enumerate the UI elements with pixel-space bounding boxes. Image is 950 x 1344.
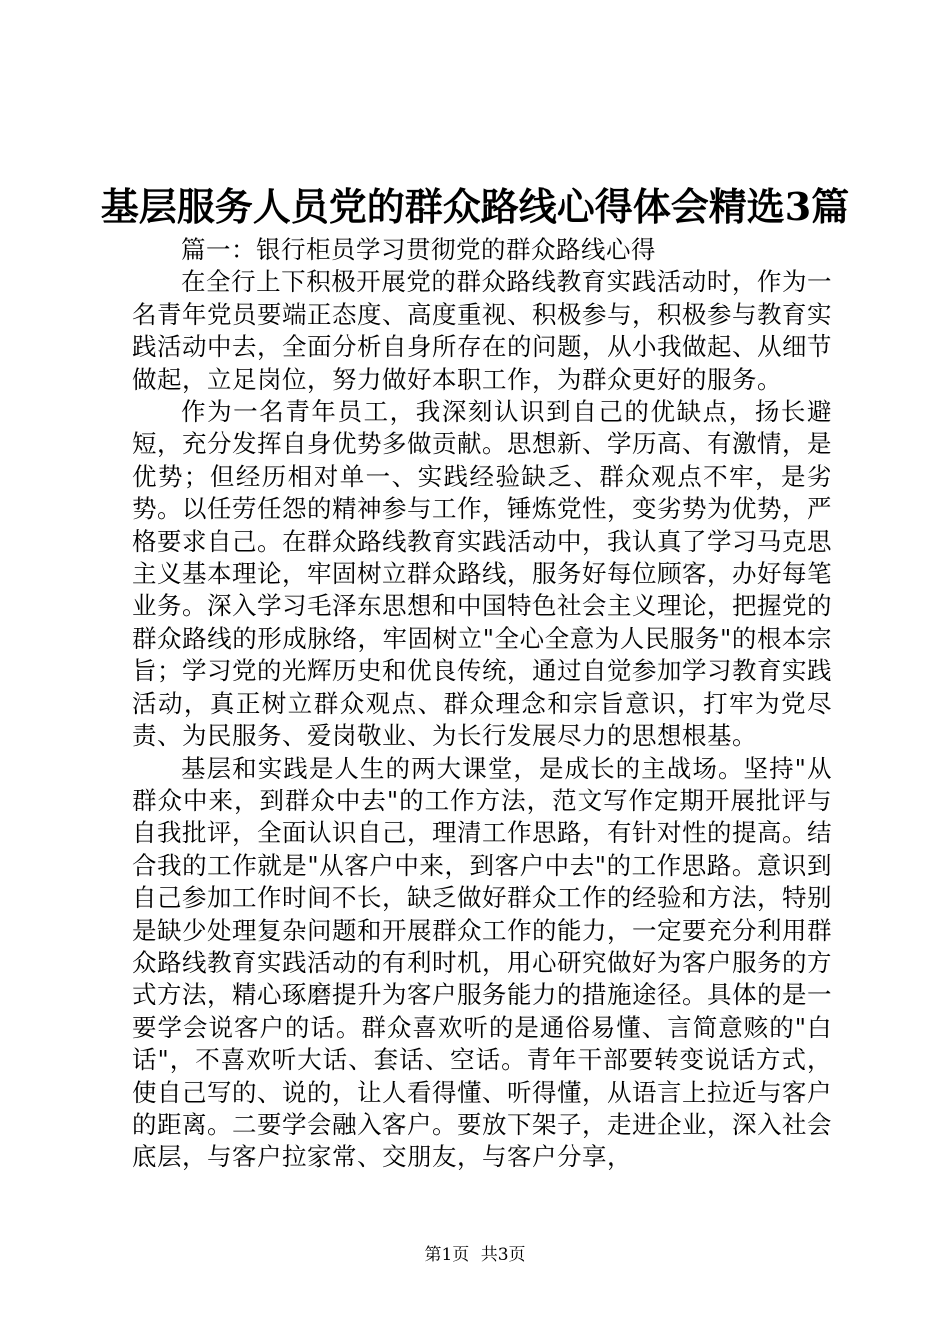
section-heading: 篇一：银行柜员学习贯彻党的群众路线心得 (181, 235, 656, 264)
paragraph-1: 在全行上下积极开展党的群众路线教育实践活动时，作为一名青年党员要端正态度、高度重视、积极参与，积极参与教育实践活动中去，全面分析自身所存在的问题，从小我做起、从细节做起，立足岗位，努力做好本职工作，为群众更好的服务。 (132, 267, 832, 394)
paragraph-3: 基层和实践是人生的两大课堂，是成长的主战场。坚持"从群众中来，到群众中去"的工作方法，范文写作定期开展批评与自我批评，全面认识自己，理清工作思路，有针对性的提高。结合我的工作就是"从客户中来，到客户中去"的工作思路。意识到自己参加工作时间不长，缺乏做好群众工作的经验和方法，特别是缺少处理复杂问题和开展群众工作的能力，一定要充分利用群众路线教育实践活动的有利时机，用心研究做好为客户服务的方式方法，精心琢磨提升为客户服务能力的措施途径。具体的是一要学会说客户的话。群众喜欢听的是通俗易懂、言简意赅的"白话"，不喜欢听大话、套话、空话。青年干部要转变说话方式，使自己写的、说的，让人看得懂、听得懂，从语言上拉近与客户的距离。二要学会融入客户。要放下架子，走进企业，深入社会底层，与客户拉家常、交朋友，与客户分享， (132, 753, 832, 1172)
page-footer (0, 1243, 950, 1267)
document-title: 基层服务人员党的群众路线心得体会精选3篇 (100, 184, 850, 229)
paragraph-2: 作为一名青年员工，我深刻认识到自己的优缺点，扬长避短，充分发挥自身优势多做贡献。思想新、学历高、有激情，是优势；但经历相对单一、实践经验缺乏、群众观点不牢，是劣势。以任劳任怨的精神参与工作，锤炼党性，变劣势为优势，严格要求自己。在群众路线教育实践活动中，我认真了学习马克思主义基本理论，牢固树立群众路线，服务好每位顾客，办好每笔业务。深入学习毛泽东思想和中国特色社会主义理论，把握党的群众路线的形成脉络，牢固树立"全心全意为人民服务"的根本宗旨；学习党的光辉历史和优良传统，通过自觉参加学习教育实践活动，真正树立群众观点、群众理念和宗旨意识，打牢为党尽责、为民服务、爱岗敬业、为长行发展尽力的思想根基。 (132, 397, 832, 751)
page-total: 共3页 (480, 1245, 526, 1265)
page-number: 第1页 (424, 1245, 470, 1265)
document-body (132, 234, 832, 1174)
